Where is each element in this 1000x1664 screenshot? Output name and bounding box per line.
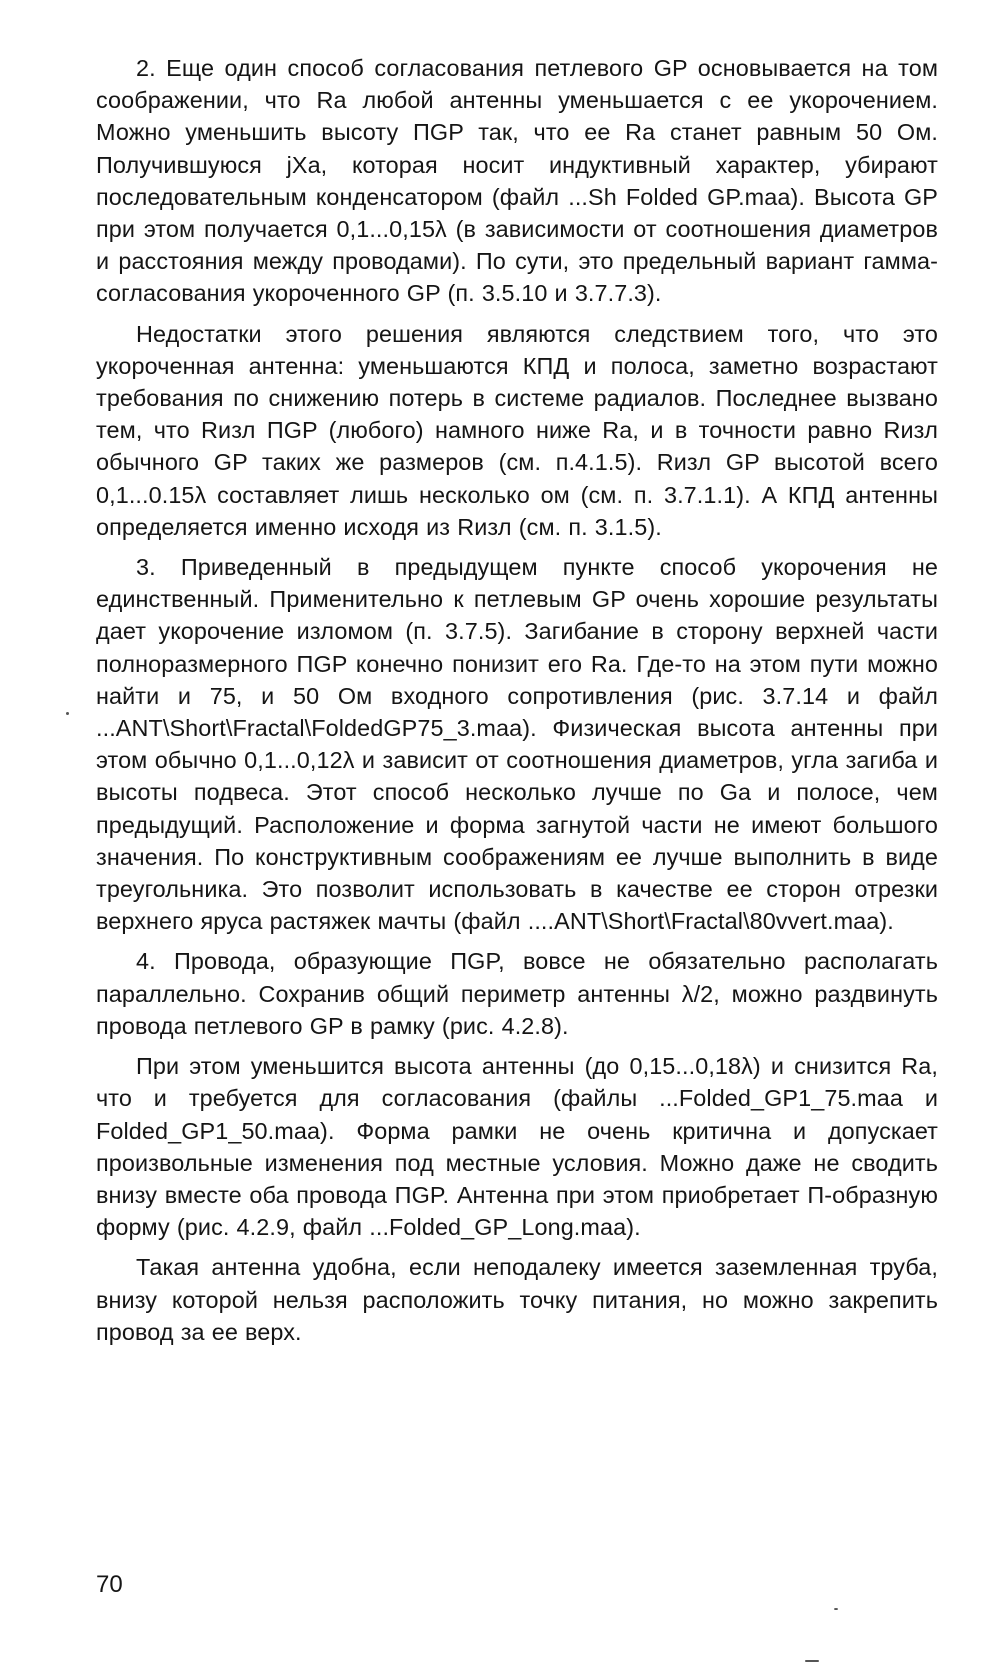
page-number: 70 [96, 1571, 123, 1598]
scan-speck [834, 1608, 838, 1610]
paragraph-4: 4. Провода, образующие ПGP, вовсе не обязательно располагать параллельно. Сохранив общий периметр антенны λ/2, можно раздвинуть провода петлевого GP в рамку (рис. 4.2.8). [96, 948, 938, 1039]
scan-speck [66, 712, 69, 715]
body-text [96, 52, 938, 1348]
scan-speck [805, 1660, 819, 1662]
paragraph-1: 2. Еще один способ согласования петлевого GP основывается на том соображении, что Ra любой антенны уменьшается с ее укорочением. Можно уменьшить высоту ПGP так, что ее Ra станет равным 50 Ом. Получившуюся jXa, которая носит индуктивный характер, убирают последовательным конденсатором (файл ...Sh Folded GP.maa). Высота GP при этом получается 0,1...0,15λ (в зависимости от соотношения диаметров и расстояния между проводами). По сути, это предельный вариант гамма-согласования укороченного GP (п. 3.5.10 и 3.7.7.3). [96, 55, 938, 307]
paragraph-5: При этом уменьшится высота антенны (до 0,15...0,18λ) и снизится Ra, что и требуется для согласования (файлы ...Folded_GP1_75.maa и Folded_GP1_50.maa). Форма рамки не очень критична и допускает произвольные изменения под местные условия. Можно даже не сводить внизу вместе оба провода ПGP. Антенна при этом приобретает П-образную форму (рис. 4.2.9, файл ...Folded_GP_Long.maa). [96, 1053, 938, 1241]
paragraph-6: Такая антенна удобна, если неподалеку имеется заземленная труба, внизу которой нельзя расположить точку питания, но можно закрепить провод за ее верх. [96, 1254, 938, 1345]
paragraph-2: Недостатки этого решения являются следствием того, что это укороченная антенна: уменьшаются КПД и полоса, заметно возрастают требования по снижению потерь в системе радиалов. Последнее вызвано тем, что Rизл ПGP (любого) намного ниже Ra, и в точности равно Rизл обычного GP таких же размеров (см. п.4.1.5). Rизл GP высотой всего 0,1...0.15λ составляет лишь несколько ом (см. п. 3.7.1.1). А КПД антенны определяется именно исходя из Rизл (см. п. 3.1.5). [96, 320, 938, 540]
paragraph-3: 3. Приведенный в предыдущем пункте способ укорочения не единственный. Применительно к петлевым GP очень хорошие результаты дает укорочение изломом (п. 3.7.5). Загибание в сторону верхней части полноразмерного ПGP конечно понизит его Ra. Где-то на этом пути можно найти и 75, и 50 Ом входного сопротивления (рис. 3.7.14 и файл ...ANT\Short\Fractal\FoldedGP75_3.maa). Физическая высота антенны при этом обычно 0,1...0,12λ и зависит от соотношения диаметров, угла загиба и высоты подвеса. Этот способ несколько лучше по Ga и полосе, чем предыдущий. Расположение и форма загнутой части не имеют большого значения. По конструктивным соображениям ее лучше выполнить в виде треугольника. Это позволит использовать в качестве ее сторон отрезки верхнего яруса растяжек мачты (файл ....ANT\Short\Fractal\80vvert.maa). [96, 554, 938, 935]
